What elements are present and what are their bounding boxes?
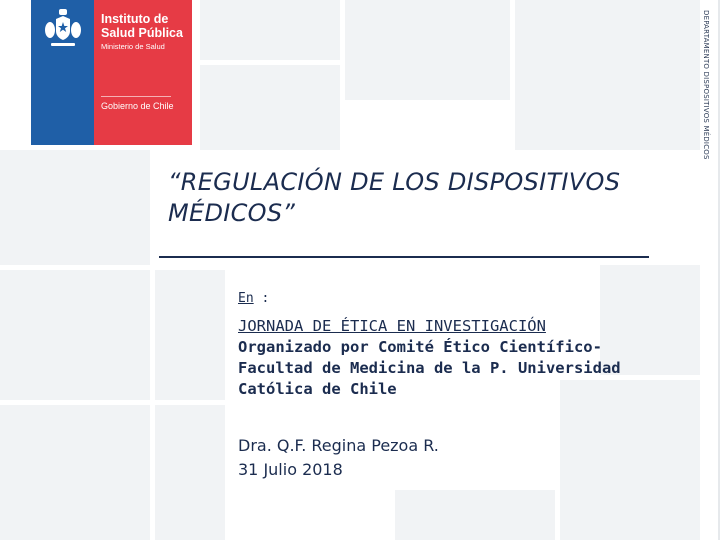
event-block — [238, 316, 678, 400]
background-tile — [0, 270, 150, 400]
logo-blue-block — [31, 60, 94, 145]
event-prefix — [238, 291, 269, 306]
background-tile — [200, 0, 340, 60]
author-name: Dra. Q.F. Regina Pezoa R. — [238, 436, 439, 455]
author-block — [238, 434, 439, 482]
background-tile — [395, 490, 555, 540]
slide-title: “REGULACIÓN DE LOS DISPOSITIVOS MÉDICOS” — [168, 168, 621, 227]
event-prefix-colon: : — [261, 291, 270, 306]
chile-coat-of-arms-icon — [39, 6, 87, 52]
background-tile — [0, 405, 150, 540]
background-tile — [0, 150, 150, 265]
background-tile — [345, 0, 510, 100]
ministry-name: Ministerio de Salud — [101, 42, 165, 51]
government-name: Gobierno de Chile — [101, 101, 174, 111]
event-name: JORNADA DE ÉTICA EN INVESTIGACIÓN — [238, 317, 546, 335]
event-organizer: Organizado por Comité Ético Científico- Facultad de Medicina de la P. Universidad Católica de Chile — [238, 338, 621, 398]
institution-name: Instituto de Salud Pública — [101, 12, 183, 40]
title-divider — [159, 256, 649, 258]
background-tile — [155, 270, 225, 400]
background-tile — [200, 65, 340, 150]
presentation-date: 31 Julio 2018 — [238, 460, 343, 479]
logo-divider — [101, 96, 171, 97]
institution-logo — [31, 0, 192, 145]
department-label: DEPARTAMENTO DISPOSITIVOS MÉDICOS — [702, 10, 710, 160]
background-tile — [155, 405, 225, 540]
background-tile — [560, 380, 700, 540]
background-tile — [515, 0, 700, 150]
event-prefix-label: En — [238, 291, 254, 306]
